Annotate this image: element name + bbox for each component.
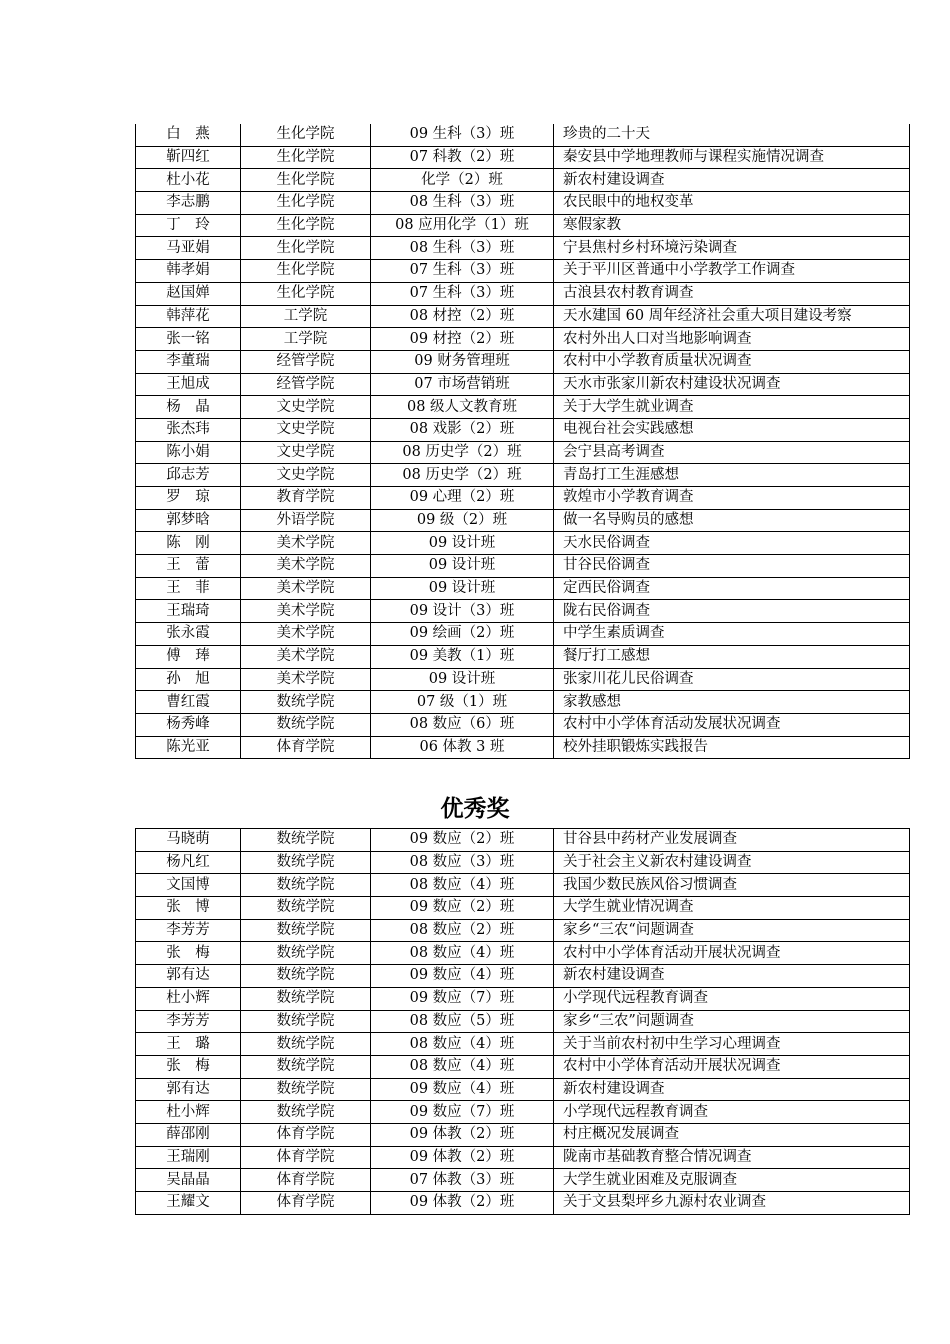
- table-row: [136, 328, 910, 351]
- report-title-cell: 甘谷县中药材产业发展调查: [554, 829, 910, 852]
- class-cell: 08 材控（2）班: [371, 305, 554, 328]
- class-cell: 09 体教（2）班: [371, 1123, 554, 1146]
- report-title-cell: 小学现代远程教育调查: [554, 1101, 910, 1124]
- report-title-cell: 关于大学生就业调查: [554, 396, 910, 419]
- table-row: [136, 1146, 910, 1169]
- report-title-cell: 农村中小学体育活动开展状况调查: [554, 1055, 910, 1078]
- class-cell: 07 体教（3）班: [371, 1169, 554, 1192]
- report-title-cell: 秦安县中学地理教师与课程实施情况调查: [554, 146, 910, 169]
- student-name-cell: 杨凡红: [136, 851, 241, 874]
- report-title-cell: 大学生就业困难及克服调查: [554, 1169, 910, 1192]
- college-cell: 数统学院: [241, 874, 371, 897]
- college-cell: 数统学院: [241, 987, 371, 1010]
- report-title-cell: 农村中小学教育质量状况调查: [554, 350, 910, 373]
- table-row: [136, 897, 910, 920]
- class-cell: 09 数应（4）班: [371, 965, 554, 988]
- college-cell: 数统学院: [241, 942, 371, 965]
- class-cell: 09 级（2）班: [371, 509, 554, 532]
- report-title-cell: 青岛打工生涯感想: [554, 464, 910, 487]
- class-cell: 09 设计（3）班: [371, 600, 554, 623]
- table-row: [136, 169, 910, 192]
- college-cell: 体育学院: [241, 1169, 371, 1192]
- report-title-cell: 农村中小学体育活动开展状况调查: [554, 942, 910, 965]
- college-cell: 数统学院: [241, 1010, 371, 1033]
- student-name-cell: 王 菲: [136, 577, 241, 600]
- table-row: [136, 1192, 910, 1215]
- table-row: [136, 350, 910, 373]
- student-name-cell: 王旭成: [136, 373, 241, 396]
- class-cell: 09 数应（7）班: [371, 1101, 554, 1124]
- class-cell: 09 设计班: [371, 668, 554, 691]
- report-title-cell: 我国少数民族风俗习惯调查: [554, 874, 910, 897]
- table-row: [136, 1101, 910, 1124]
- student-name-cell: 李志鹏: [136, 192, 241, 215]
- report-title-cell: 小学现代远程教育调查: [554, 987, 910, 1010]
- report-title-cell: 关于平川区普通中小学教学工作调查: [554, 260, 910, 283]
- college-cell: 文史学院: [241, 396, 371, 419]
- student-name-cell: 薛邵刚: [136, 1123, 241, 1146]
- college-cell: 体育学院: [241, 1146, 371, 1169]
- table-row: [136, 1169, 910, 1192]
- table-row: [136, 487, 910, 510]
- report-title-cell: 珍贵的二十天: [554, 124, 910, 146]
- student-name-cell: 王瑞刚: [136, 1146, 241, 1169]
- report-title-cell: 定西民俗调查: [554, 577, 910, 600]
- college-cell: 生化学院: [241, 237, 371, 260]
- table-row: [136, 713, 910, 736]
- college-cell: 教育学院: [241, 487, 371, 510]
- college-cell: 工学院: [241, 305, 371, 328]
- report-title-cell: 做一名导购员的感想: [554, 509, 910, 532]
- student-name-cell: 杜小辉: [136, 1101, 241, 1124]
- class-cell: 07 生科（3）班: [371, 282, 554, 305]
- report-title-cell: 陇右民俗调查: [554, 600, 910, 623]
- student-name-cell: 白 燕: [136, 124, 241, 146]
- student-name-cell: 李董瑞: [136, 350, 241, 373]
- student-name-cell: 张一铭: [136, 328, 241, 351]
- report-title-cell: 家教感想: [554, 691, 910, 714]
- student-name-cell: 杜小辉: [136, 987, 241, 1010]
- report-title-cell: 张家川花儿民俗调查: [554, 668, 910, 691]
- student-name-cell: 邱志芳: [136, 464, 241, 487]
- student-name-cell: 马亚娟: [136, 237, 241, 260]
- table-row: [136, 1055, 910, 1078]
- class-cell: 08 数应（4）班: [371, 942, 554, 965]
- college-cell: 生化学院: [241, 169, 371, 192]
- student-name-cell: 王耀文: [136, 1192, 241, 1215]
- table-row: [136, 1078, 910, 1101]
- report-title-cell: 新农村建设调查: [554, 965, 910, 988]
- report-title-cell: 陇南市基础教育整合情况调查: [554, 1146, 910, 1169]
- college-cell: 经管学院: [241, 350, 371, 373]
- college-cell: 美术学院: [241, 623, 371, 646]
- student-name-cell: 陈 刚: [136, 532, 241, 555]
- report-title-cell: 关于文县梨坪乡九源村农业调查: [554, 1192, 910, 1215]
- student-name-cell: 杨秀峰: [136, 713, 241, 736]
- college-cell: 生化学院: [241, 146, 371, 169]
- student-name-cell: 曹红霞: [136, 691, 241, 714]
- class-cell: 08 数应（6）班: [371, 713, 554, 736]
- table-row: [136, 577, 910, 600]
- table-row: [136, 919, 910, 942]
- table-row: [136, 829, 910, 852]
- table-row: [136, 192, 910, 215]
- student-name-cell: 罗 琼: [136, 487, 241, 510]
- class-cell: 06 体教 3 班: [371, 736, 554, 759]
- student-name-cell: 张 博: [136, 897, 241, 920]
- class-cell: 08 数应（4）班: [371, 874, 554, 897]
- student-name-cell: 孙 旭: [136, 668, 241, 691]
- college-cell: 生化学院: [241, 192, 371, 215]
- student-name-cell: 李芳芳: [136, 1010, 241, 1033]
- class-cell: 08 戏影（2）班: [371, 418, 554, 441]
- college-cell: 美术学院: [241, 600, 371, 623]
- table-row: [136, 851, 910, 874]
- class-cell: 08 级人文教育班: [371, 396, 554, 419]
- class-cell: 08 数应（3）班: [371, 851, 554, 874]
- table-row: [136, 396, 910, 419]
- report-title-cell: 会宁县高考调查: [554, 441, 910, 464]
- college-cell: 美术学院: [241, 532, 371, 555]
- report-title-cell: 中学生素质调查: [554, 623, 910, 646]
- report-title-cell: 新农村建设调查: [554, 1078, 910, 1101]
- report-title-cell: 电视台社会实践感想: [554, 418, 910, 441]
- student-name-cell: 郭有达: [136, 1078, 241, 1101]
- class-cell: 09 材控（2）班: [371, 328, 554, 351]
- report-title-cell: 农民眼中的地权变革: [554, 192, 910, 215]
- section-heading-excellence-award: 优秀奖: [440, 795, 510, 822]
- report-title-cell: 敦煌市小学教育调查: [554, 487, 910, 510]
- student-name-cell: 吴晶晶: [136, 1169, 241, 1192]
- report-title-cell: 校外挂职锻炼实践报告: [554, 736, 910, 759]
- student-name-cell: 靳四红: [136, 146, 241, 169]
- class-cell: 09 设计班: [371, 555, 554, 578]
- table-row: [136, 691, 910, 714]
- college-cell: 美术学院: [241, 645, 371, 668]
- class-cell: 08 历史学（2）班: [371, 441, 554, 464]
- college-cell: 数统学院: [241, 965, 371, 988]
- class-cell: 07 市场营销班: [371, 373, 554, 396]
- class-cell: 08 数应（4）班: [371, 1055, 554, 1078]
- class-cell: 08 生科（3）班: [371, 237, 554, 260]
- college-cell: 美术学院: [241, 555, 371, 578]
- college-cell: 数统学院: [241, 1078, 371, 1101]
- class-cell: 08 数应（2）班: [371, 919, 554, 942]
- table-row: [136, 305, 910, 328]
- table-row: [136, 441, 910, 464]
- college-cell: 数统学院: [241, 691, 371, 714]
- student-name-cell: 郭梦晗: [136, 509, 241, 532]
- college-cell: 工学院: [241, 328, 371, 351]
- student-name-cell: 傅 琫: [136, 645, 241, 668]
- table-row: [136, 509, 910, 532]
- report-title-cell: 村庄概况发展调查: [554, 1123, 910, 1146]
- student-name-cell: 马晓萌: [136, 829, 241, 852]
- student-name-cell: 赵国婵: [136, 282, 241, 305]
- table-row: [136, 237, 910, 260]
- table-row: [136, 1123, 910, 1146]
- class-cell: 08 应用化学（1）班: [371, 214, 554, 237]
- college-cell: 数统学院: [241, 1055, 371, 1078]
- class-cell: 09 美教（1）班: [371, 645, 554, 668]
- report-title-cell: 餐厅打工感想: [554, 645, 910, 668]
- college-cell: 美术学院: [241, 577, 371, 600]
- report-title-cell: 天水民俗调查: [554, 532, 910, 555]
- class-cell: 09 体教（2）班: [371, 1146, 554, 1169]
- class-cell: 化学（2）班: [371, 169, 554, 192]
- table-row: [136, 124, 910, 146]
- college-cell: 数统学院: [241, 713, 371, 736]
- college-cell: 经管学院: [241, 373, 371, 396]
- table-row: [136, 965, 910, 988]
- table-row: [136, 418, 910, 441]
- class-cell: 09 心理（2）班: [371, 487, 554, 510]
- report-title-cell: 甘谷民俗调查: [554, 555, 910, 578]
- table-row: [136, 1010, 910, 1033]
- student-name-cell: 张杰玮: [136, 418, 241, 441]
- class-cell: 09 生科（3）班: [371, 124, 554, 146]
- student-name-cell: 丁 玲: [136, 214, 241, 237]
- report-title-cell: 宁县焦村乡村环境污染调查: [554, 237, 910, 260]
- table-row: [136, 555, 910, 578]
- class-cell: 08 历史学（2）班: [371, 464, 554, 487]
- college-cell: 生化学院: [241, 282, 371, 305]
- college-cell: 文史学院: [241, 464, 371, 487]
- excellence-award-table: [135, 828, 910, 1215]
- student-name-cell: 张 梅: [136, 942, 241, 965]
- student-name-cell: 王瑞琦: [136, 600, 241, 623]
- class-cell: 07 生科（3）班: [371, 260, 554, 283]
- student-name-cell: 陈光亚: [136, 736, 241, 759]
- student-name-cell: 王 蕾: [136, 555, 241, 578]
- student-name-cell: 张 梅: [136, 1055, 241, 1078]
- student-name-cell: 王 璐: [136, 1033, 241, 1056]
- report-title-cell: 古浪县农村教育调查: [554, 282, 910, 305]
- table-row: [136, 623, 910, 646]
- report-title-cell: 新农村建设调查: [554, 169, 910, 192]
- class-cell: 08 生科（3）班: [371, 192, 554, 215]
- table-row: [136, 282, 910, 305]
- student-name-cell: 张永霞: [136, 623, 241, 646]
- class-cell: 09 设计班: [371, 532, 554, 555]
- college-cell: 生化学院: [241, 214, 371, 237]
- report-title-cell: 农村中小学体育活动发展状况调查: [554, 713, 910, 736]
- student-name-cell: 郭有达: [136, 965, 241, 988]
- college-cell: 生化学院: [241, 124, 371, 146]
- table-row: [136, 260, 910, 283]
- table-row: [136, 373, 910, 396]
- college-cell: 数统学院: [241, 897, 371, 920]
- table-row: [136, 1033, 910, 1056]
- class-cell: 09 数应（7）班: [371, 987, 554, 1010]
- class-cell: 09 体教（2）班: [371, 1192, 554, 1215]
- college-cell: 数统学院: [241, 1101, 371, 1124]
- college-cell: 数统学院: [241, 1033, 371, 1056]
- college-cell: 体育学院: [241, 1123, 371, 1146]
- class-cell: 09 绘画（2）班: [371, 623, 554, 646]
- report-title-cell: 天水建国 60 周年经济社会重大项目建设考察: [554, 305, 910, 328]
- table-row: [136, 532, 910, 555]
- class-cell: 08 数应（4）班: [371, 1033, 554, 1056]
- student-name-cell: 文国博: [136, 874, 241, 897]
- table-row: [136, 987, 910, 1010]
- class-cell: 07 级（1）班: [371, 691, 554, 714]
- class-cell: 09 设计班: [371, 577, 554, 600]
- college-cell: 文史学院: [241, 441, 371, 464]
- college-cell: 体育学院: [241, 1192, 371, 1215]
- table-row: [136, 645, 910, 668]
- table-row: [136, 146, 910, 169]
- college-cell: 外语学院: [241, 509, 371, 532]
- student-name-cell: 韩孝娟: [136, 260, 241, 283]
- table-row: [136, 464, 910, 487]
- table-row: [136, 874, 910, 897]
- class-cell: 07 科教（2）班: [371, 146, 554, 169]
- student-name-cell: 韩萍花: [136, 305, 241, 328]
- college-cell: 数统学院: [241, 851, 371, 874]
- report-title-cell: 家乡“三农”问题调查: [554, 1010, 910, 1033]
- report-title-cell: 天水市张家川新农村建设状况调查: [554, 373, 910, 396]
- college-cell: 数统学院: [241, 919, 371, 942]
- table-row: [136, 942, 910, 965]
- class-cell: 09 数应（2）班: [371, 897, 554, 920]
- report-title-cell: 关于社会主义新农村建设调查: [554, 851, 910, 874]
- college-cell: 文史学院: [241, 418, 371, 441]
- report-title-cell: 家乡“三农“问题调查: [554, 919, 910, 942]
- class-cell: 09 财务管理班: [371, 350, 554, 373]
- table-row: [136, 668, 910, 691]
- college-cell: 生化学院: [241, 260, 371, 283]
- class-cell: 08 数应（5）班: [371, 1010, 554, 1033]
- table-row: [136, 736, 910, 759]
- report-title-cell: 农村外出人口对当地影响调查: [554, 328, 910, 351]
- student-name-cell: 杜小花: [136, 169, 241, 192]
- report-title-cell: 关于当前农村初中生学习心理调查: [554, 1033, 910, 1056]
- table-row: [136, 214, 910, 237]
- table-row: [136, 600, 910, 623]
- student-name-cell: 陈小娟: [136, 441, 241, 464]
- award-table-continued: [135, 124, 910, 759]
- college-cell: 美术学院: [241, 668, 371, 691]
- college-cell: 数统学院: [241, 829, 371, 852]
- class-cell: 09 数应（2）班: [371, 829, 554, 852]
- student-name-cell: 李芳芳: [136, 919, 241, 942]
- class-cell: 09 数应（4）班: [371, 1078, 554, 1101]
- report-title-cell: 寒假家教: [554, 214, 910, 237]
- report-title-cell: 大学生就业情况调查: [554, 897, 910, 920]
- college-cell: 体育学院: [241, 736, 371, 759]
- student-name-cell: 杨 晶: [136, 396, 241, 419]
